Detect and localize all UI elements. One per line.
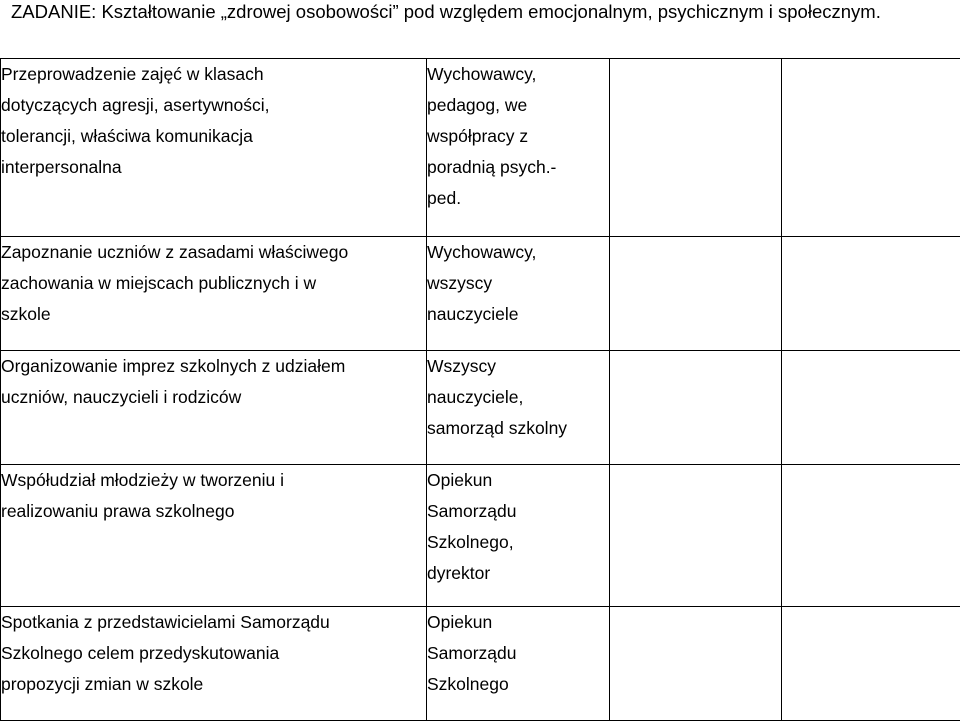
responsible-cell (427, 465, 610, 607)
empty-cell (782, 351, 960, 465)
empty-cell (782, 237, 960, 351)
empty-cell (610, 59, 782, 237)
responsible-cell (427, 351, 610, 465)
activity-cell (1, 465, 427, 607)
activity-text: Zapoznanie uczniów z zasadami właściwego zachowania w miejscach publicznych i w szkole (1, 242, 349, 324)
empty-cell (610, 351, 782, 465)
activity-cell (1, 351, 427, 465)
empty-cell (782, 59, 960, 237)
empty-cell (610, 607, 782, 721)
activity-text: Współudział młodzieży w tworzeniu i realizowaniu prawa szkolnego (1, 470, 285, 521)
responsible-text: Wychowawcy, wszyscy nauczyciele (427, 242, 537, 324)
table-row (1, 59, 960, 237)
task-heading: ZADANIE: Kształtowanie „zdrowej osobowości” pod względem emocjonalnym, psychicznym i społecznym. (11, 1, 881, 22)
table-row (1, 465, 960, 607)
activity-cell (1, 237, 427, 351)
empty-cell (610, 237, 782, 351)
responsible-text: Opiekun Samorządu Szkolnego, dyrektor (427, 470, 517, 583)
activity-cell (1, 607, 427, 721)
activity-text: Organizowanie imprez szkolnych z udziałem uczniów, nauczycieli i rodziców (1, 356, 346, 407)
empty-cell (610, 465, 782, 607)
responsible-cell (427, 237, 610, 351)
empty-cell (782, 465, 960, 607)
activities-table (0, 58, 960, 721)
activity-cell (1, 59, 427, 237)
responsible-text: Wychowawcy, pedagog, we współpracy z poradnią psych.- ped. (427, 64, 557, 208)
responsible-cell (427, 607, 610, 721)
table-row (1, 607, 960, 721)
table-row (1, 351, 960, 465)
table-row (1, 237, 960, 351)
responsible-cell (427, 59, 610, 237)
activity-text: Przeprowadzenie zajęć w klasach dotyczących agresji, asertywności, tolerancji, właściwa komunikacja interpersonalna (1, 64, 270, 177)
responsible-text: Wszyscy nauczyciele, samorząd szkolny (427, 356, 568, 438)
activity-text: Spotkania z przedstawicielami Samorządu Szkolnego celem przedyskutowania propozycji zmian w szkole (1, 612, 330, 694)
empty-cell (782, 607, 960, 721)
responsible-text: Opiekun Samorządu Szkolnego (427, 612, 517, 694)
